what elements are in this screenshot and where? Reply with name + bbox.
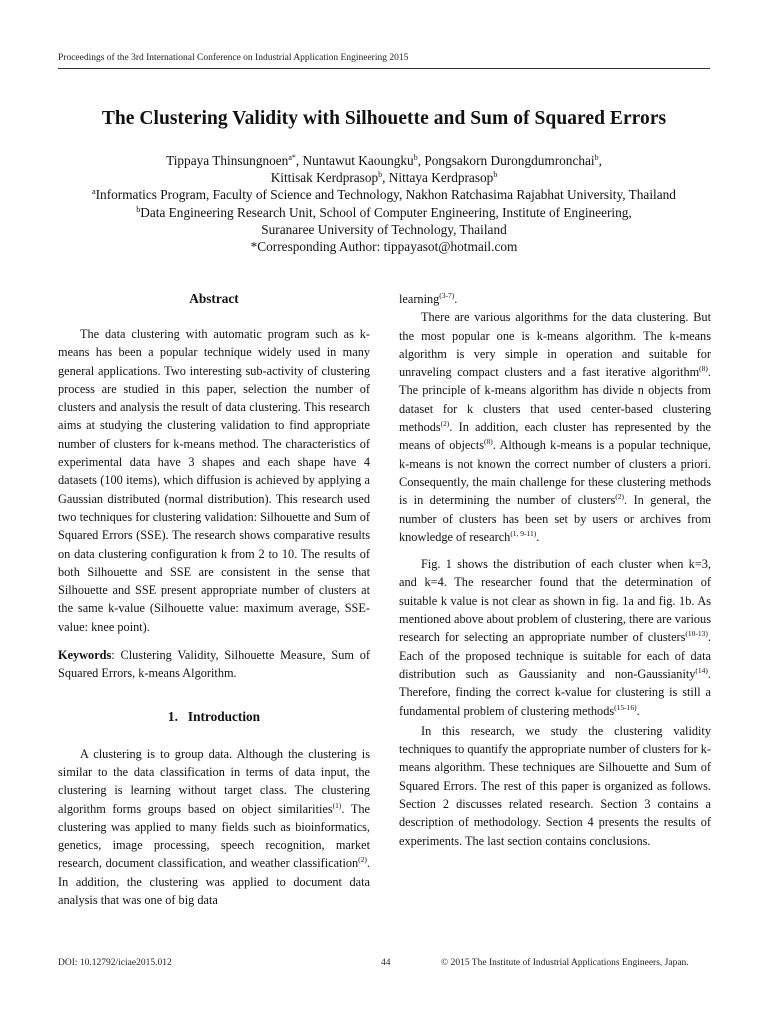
affiliation-a (40, 186, 728, 203)
paragraph-text: . In addition, the clustering was applied to document data analysis that was one of big data (58, 856, 370, 908)
paragraph-text: Fig. 1 shows the distribution of each cluster when k=3, and k=4. The researcher found that the determination of suitable k value is not clear as shown in fig. 1a and fig. 1b. As mentioned above about problem of clustering, there are various research for selecting an appropriate number of clusters (399, 557, 711, 645)
left-column (58, 290, 370, 909)
paper-title: The Clustering Validity with Silhouette and Sum of Squared Errors (101, 108, 667, 129)
author-line-1 (40, 152, 728, 169)
keywords-label: Keywords (58, 648, 112, 663)
author-block (40, 152, 728, 255)
citation: (2) (615, 492, 625, 502)
section-title: Introduction (187, 708, 261, 724)
citation: (3-7) (439, 291, 455, 300)
continued-paragraph (399, 290, 711, 308)
affiliation-text: Informatics Program, Faculty of Science and Technology, Nakhon Ratchasima Rajabhat University, Thailand (95, 187, 676, 203)
paragraph-text: . In addition, each cluster has represented by the means of objects (399, 420, 711, 453)
abstract-text: The data clustering with automatic program such as k-means has been a popular technique widely used in many general applications. Two interesting sub-activity of clustering process are studied in this paper, selection the number of clusters and analysis the result of data clustering. This research aims at studying the clustering validation to find appropriate number of clusters for k-means method. The characteristics of experimental data have 3 shapes and each shape have 4 datasets (100 items), which diffusion is achieved by applying a Gaussian distributed (normal distribution). This research used two techniques for clustering validation: Silhouette and Sum of Squared Errors (SSE). The research shows comparative results on data clustering configuration k from 2 to 10. The results of both Silhouette and SSE are consistent in the sense that Silhouette and SSE present appropriate number of clusters at the same k-value (Silhouette value: maximum average, SSE-value: knee point). (58, 327, 370, 634)
paragraph-text: . (454, 292, 458, 306)
paragraph-text: . The clustering was applied to many fields such as bioinformatics, genetics, image processing, speech recognition, market research, document classification, and weather classification (58, 801, 370, 871)
affiliation-marker: b (413, 153, 418, 162)
paragraph-text: . (536, 529, 540, 544)
corresponding-author: *Corresponding Author: tippayasot@hotmail.com (250, 239, 518, 255)
paragraph-text: . Therefore, finding the correct k-value for clustering is still a fundamental problem of clustering methods (399, 666, 711, 718)
page-number: 44 (381, 958, 391, 968)
introduction-heading (58, 708, 370, 726)
citation: (10-13) (685, 629, 708, 639)
affiliation-b-line-2: Suranaree University of Technology, Thailand (261, 221, 507, 237)
paragraph-text: . Each of the proposed technique is suitable for each of data distribution such as Gaussianity and non-Gaussianity (399, 630, 711, 681)
paragraph-text: . Although k-means is a popular technique, k-means is not known the correct number of clusters a priori. Consequently, the main challenge for these clustering methods is in determining the number of clusters (399, 438, 711, 508)
paragraph-text: There are various algorithms for the data clustering. But the most popular one is k-means algorithm. The k-means algorithm is very simple in operation and suitable for unraveling compact clusters and a fast iterative algorithm (399, 310, 711, 380)
intro-paragraph (58, 745, 370, 910)
running-header: Proceedings of the 3rd International Conference on Industrial Application Engineering 2015 (58, 53, 409, 63)
affiliation-marker: b (493, 170, 498, 180)
keywords-list: : Clustering Validity, Silhouette Measure, Sum of Squared Errors, k-means Algorithm. (58, 648, 370, 681)
citation: (1, 9-11) (510, 528, 537, 538)
citation: (14) (695, 665, 708, 675)
right-column (399, 290, 711, 850)
header-rule (58, 68, 710, 69)
author-name: , Pongsakorn Durongdumronchai (417, 153, 595, 168)
affiliation-marker: a (92, 187, 96, 197)
affiliation-marker: b (136, 204, 141, 214)
footer-doi: DOI: 10.12792/iciae2015.012 (58, 958, 172, 968)
footer-copyright: © 2015 The Institute of Industrial Applications Engineers, Japan. (441, 958, 689, 968)
author-name: Tippaya Thinsungnoen (166, 153, 289, 168)
research-outline-paragraph: In this research, we study the clustering validity techniques to quantify the appropriate number of clusters for k-means algorithm. These techniques are Silhouette and Sum of Squared Errors. The rest of this paper is organized as follows. Section 2 discusses related research. Section 3 contains a description of methodology. Section 4 presents the results of experiments. The last section contains conclusions. (399, 723, 711, 848)
citation: (1) (332, 800, 342, 810)
citation: (8) (699, 364, 708, 374)
author-name: , Nuntawut Kaoungku (295, 153, 414, 168)
citation: (8) (484, 437, 493, 447)
author-name: , Nittaya Kerdprasop (382, 170, 494, 186)
author-name: Kittisak Kerdprasop (270, 170, 379, 186)
abstract-heading: Abstract (189, 291, 239, 306)
section-number: 1. (167, 708, 178, 724)
author-separator: , (598, 153, 602, 168)
paragraph-text: . In general, the number of clusters has been set by users or archives from knowledge of research (399, 493, 711, 544)
affiliation-marker: a* (288, 153, 296, 162)
paragraph-text: learning (399, 292, 440, 306)
paragraph-text: . The principle of k-means algorithm has divide n objects from dataset for k clusters that used center-based clustering methods (399, 365, 711, 435)
affiliation-marker: b (594, 153, 599, 162)
citation: (2) (440, 419, 450, 429)
paragraph-text: . (636, 703, 640, 718)
paragraph-text: A clustering is to group data. Although the clustering is similar to the data classification in terms of data input, the clustering is learning without target class. The clustering algorithm forms groups based on object similarities (58, 746, 370, 816)
keywords (58, 646, 370, 683)
affiliation-marker: b (378, 170, 383, 180)
fig1-paragraph (399, 555, 711, 720)
author-line-2 (40, 169, 728, 186)
citation: (2) (358, 855, 367, 865)
kmeans-paragraph (399, 308, 711, 546)
affiliation-b (40, 204, 728, 221)
citation: (15-16) (614, 702, 637, 712)
affiliation-text: Data Engineering Research Unit, School of Computer Engineering, Institute of Engineering, (140, 204, 632, 220)
